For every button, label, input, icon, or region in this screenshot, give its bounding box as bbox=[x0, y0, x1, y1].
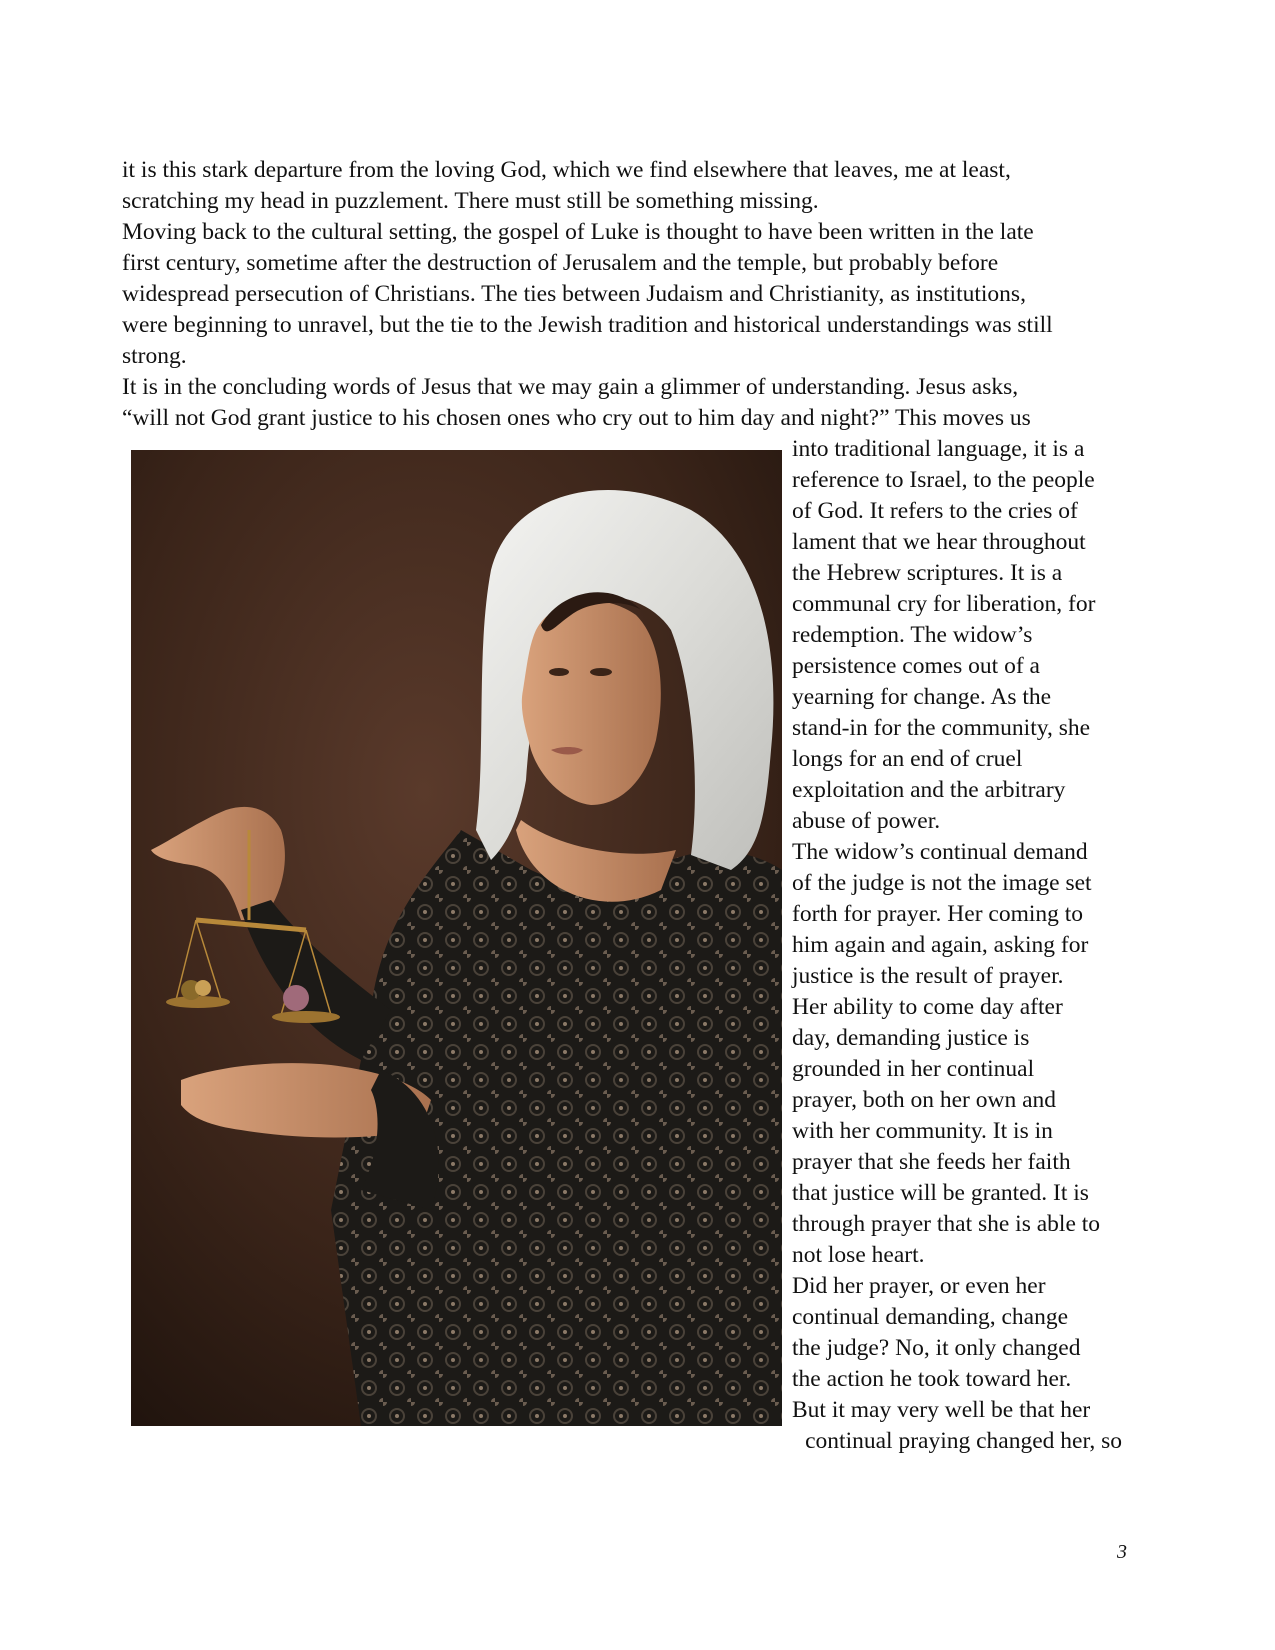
text-line: “will not God grant justice to his chosen ones who cry out to him day and night?” This moves us bbox=[122, 405, 1031, 431]
text-line: continual demanding, change bbox=[792, 1304, 1069, 1330]
text-line: redemption. The widow’s bbox=[792, 622, 1033, 648]
text-line: scratching my head in puzzlement. There must still be something missing. bbox=[122, 188, 819, 214]
text-line: prayer, both on her own and bbox=[792, 1087, 1057, 1113]
page-number: 3 bbox=[1117, 1541, 1127, 1563]
text-line: of the judge is not the image set bbox=[792, 870, 1092, 896]
widow-with-scales-photo bbox=[131, 450, 782, 1426]
text-line: Moving back to the cultural setting, the gospel of Luke is thought to have been written in the late bbox=[122, 219, 1034, 245]
text-line: yearning for change. As the bbox=[792, 684, 1052, 710]
text-line: stand-in for the community, she bbox=[792, 715, 1091, 741]
text-line: It is in the concluding words of Jesus that we may gain a glimmer of understanding. Jesus asks, bbox=[122, 374, 1019, 400]
text-line: lament that we hear throughout bbox=[792, 529, 1086, 555]
text-line: widespread persecution of Christians. The ties between Judaism and Christianity, as institutions, bbox=[122, 281, 1026, 307]
text-line: first century, sometime after the destruction of Jerusalem and the temple, but probably before bbox=[122, 250, 999, 276]
text-line: not lose heart. bbox=[792, 1242, 925, 1268]
text-line: exploitation and the arbitrary bbox=[792, 777, 1066, 803]
text-line: justice is the result of prayer. bbox=[792, 963, 1064, 989]
body-text-top bbox=[122, 155, 1132, 434]
text-line: with her community. It is in bbox=[792, 1118, 1053, 1144]
text-line: of God. It refers to the cries of bbox=[792, 498, 1078, 524]
text-line: strong. bbox=[122, 343, 187, 369]
text-line: the judge? No, it only changed bbox=[792, 1335, 1081, 1361]
text-line: day, demanding justice is bbox=[792, 1025, 1030, 1051]
text-line: that justice will be granted. It is bbox=[792, 1180, 1089, 1206]
text-line: forth for prayer. Her coming to bbox=[792, 901, 1084, 927]
text-line: the action he took toward her. bbox=[792, 1366, 1072, 1392]
text-line: grounded in her continual bbox=[792, 1056, 1035, 1082]
text-line: continual praying changed her, so bbox=[805, 1428, 1122, 1454]
text-line: into traditional language, it is a bbox=[792, 436, 1085, 462]
text-line: But it may very well be that her bbox=[792, 1397, 1091, 1423]
text-line: The widow’s continual demand bbox=[792, 839, 1088, 865]
text-line: prayer that she feeds her faith bbox=[792, 1149, 1071, 1175]
text-line: were beginning to unravel, but the tie to the Jewish tradition and historical understandings was still bbox=[122, 312, 1053, 338]
text-line: persistence comes out of a bbox=[792, 653, 1040, 679]
text-line: Did her prayer, or even her bbox=[792, 1273, 1046, 1299]
text-line: Her ability to come day after bbox=[792, 994, 1063, 1020]
text-line: communal cry for liberation, for bbox=[792, 591, 1096, 617]
text-line: it is this stark departure from the loving God, which we find elsewhere that leaves, me at least, bbox=[122, 157, 1011, 183]
text-line: through prayer that she is able to bbox=[792, 1211, 1101, 1237]
body-text-side bbox=[792, 434, 1122, 1457]
text-line: abuse of power. bbox=[792, 808, 941, 834]
text-line: the Hebrew scriptures. It is a bbox=[792, 560, 1063, 586]
text-line: reference to Israel, to the people bbox=[792, 467, 1095, 493]
text-line: longs for an end of cruel bbox=[792, 746, 1023, 772]
text-line: him again and again, asking for bbox=[792, 932, 1089, 958]
